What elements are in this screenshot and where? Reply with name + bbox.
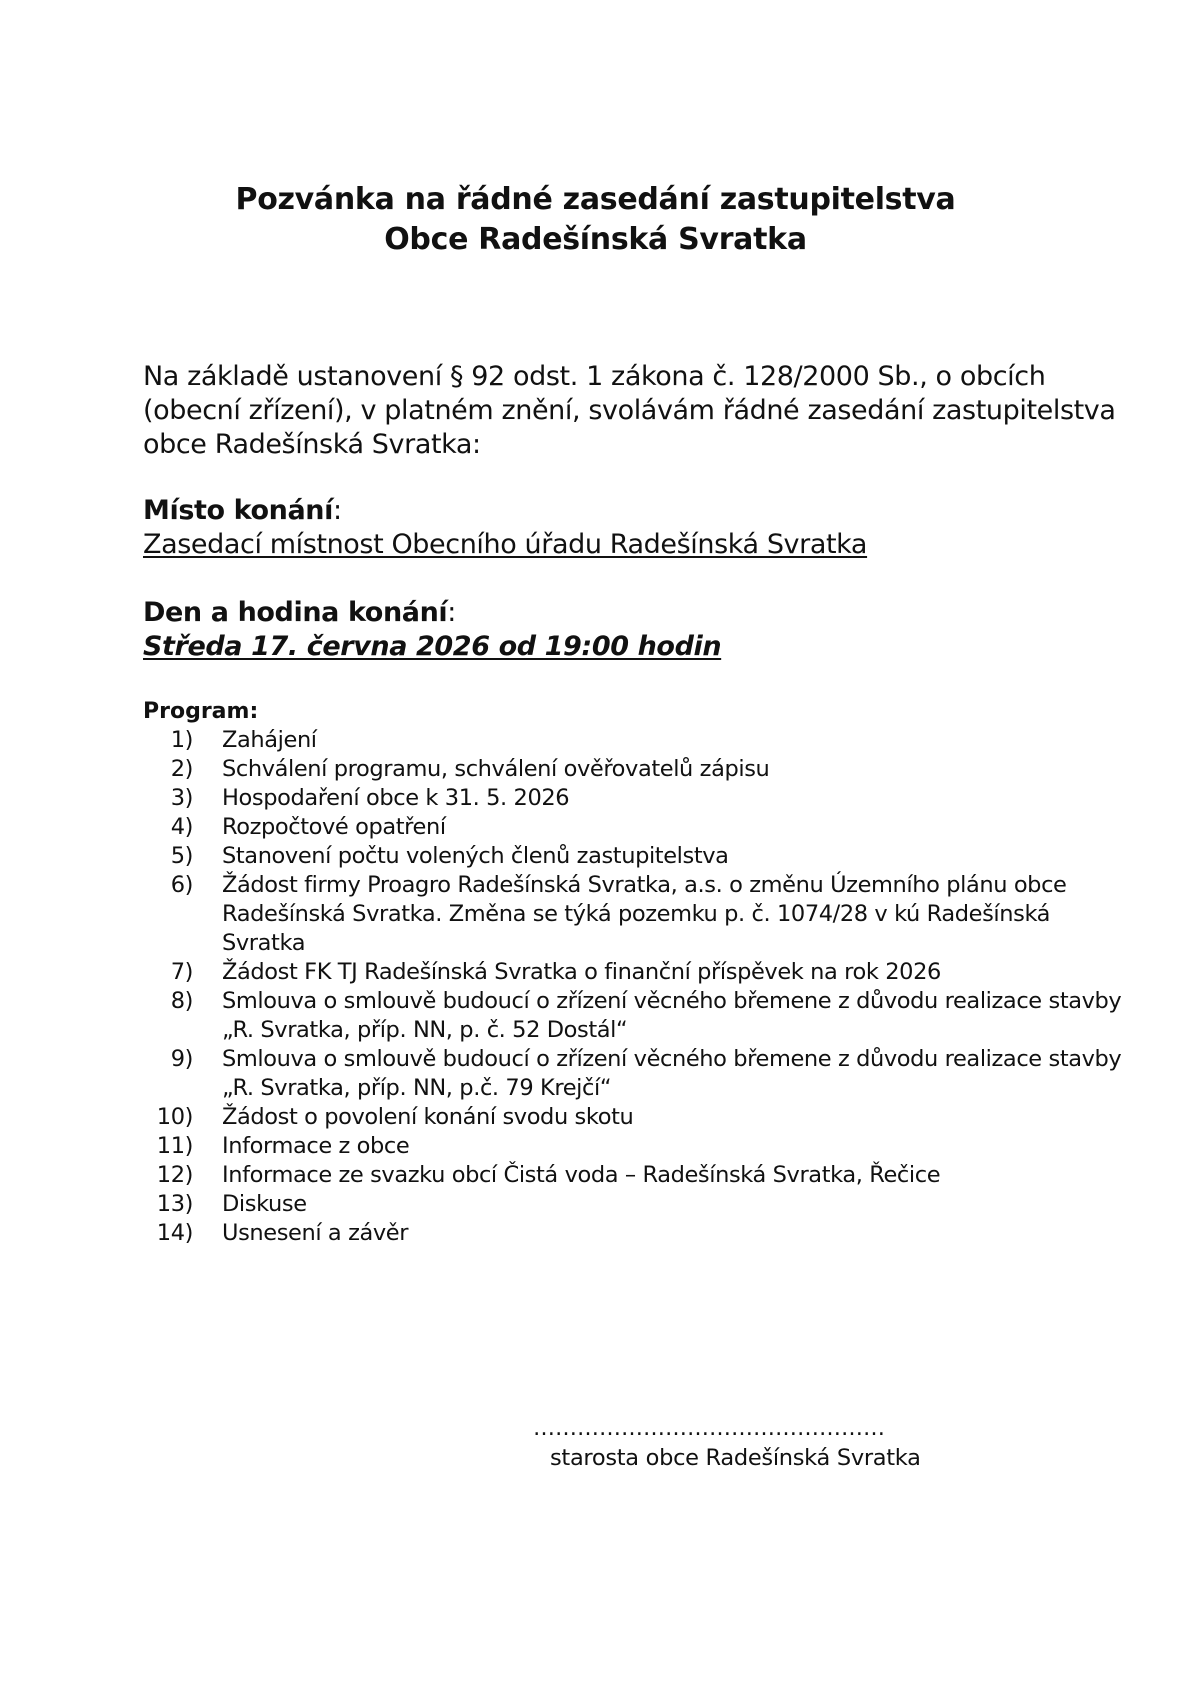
program-item-line: Žádost FK TJ Radešínská Svratka o finanční příspěvek na rok 2026 [222, 959, 941, 985]
time-label: Den a hodina konání [143, 597, 448, 628]
program-item-line: Smlouva o smlouvě budoucí o zřízení věcného břemene z důvodu realizace stavby [222, 1046, 1122, 1072]
place-label: Místo konání [143, 495, 333, 526]
intro-paragraph [143, 360, 1116, 462]
program-item-number: 10) [156, 1104, 193, 1130]
program-item-line: Schválení programu, schválení ověřovatelů zápisu [222, 756, 770, 782]
program-item-line: Stanovení počtu volených členů zastupitelstva [222, 843, 729, 869]
program-item [143, 842, 1153, 871]
program-item-line: Žádost o povolení konání svodu skotu [222, 1104, 634, 1130]
title-line-1: Pozvánka na řádné zasedání zastupitelstva [235, 182, 956, 217]
program-item-text [222, 987, 1153, 1045]
program-item-number: 6) [170, 872, 193, 898]
program-item-line: Hospodaření obce k 31. 5. 2026 [222, 785, 570, 811]
program-list [143, 726, 1153, 1248]
program-item-line: Rozpočtové opatření [222, 814, 446, 840]
program-item-text [222, 1161, 1153, 1190]
program-item [143, 1103, 1153, 1132]
program-item-text [222, 1103, 1153, 1132]
intro-line-1: Na základě ustanovení § 92 odst. 1 zákona č. 128/2000 Sb., o obcích [143, 361, 1046, 392]
intro-line-3: obce Radešínská Svratka: [143, 429, 481, 460]
program-item [143, 726, 1153, 755]
program-item-number: 1) [170, 727, 193, 753]
intro-line-2: (obecní zřízení), v platném znění, svolávám řádné zasedání zastupitelstva [143, 395, 1116, 426]
place-value: Zasedací místnost Obecního úřadu Radešínská Svratka [143, 529, 868, 560]
program-item-text [222, 755, 1153, 784]
program-item-number: 13) [156, 1191, 193, 1217]
program-item-text [222, 958, 1153, 987]
program-item-number: 12) [156, 1162, 193, 1188]
program-item-line: Radešínská Svratka. Změna se týká pozemku p. č. 1074/28 v kú Radešínská [222, 901, 1051, 927]
program-item-line: Informace z obce [222, 1133, 410, 1159]
program-item-number: 7) [170, 959, 193, 985]
program-item-text [222, 1219, 1153, 1248]
program-item-line: Diskuse [222, 1191, 307, 1217]
place-value-row [143, 528, 867, 562]
program-item-number: 5) [170, 843, 193, 869]
time-colon: : [447, 597, 456, 628]
program-item-line: „R. Svratka, příp. NN, p.č. 79 Krejčí“ [222, 1075, 612, 1101]
program-item [143, 784, 1153, 813]
program-item [143, 1132, 1153, 1161]
place-colon: : [332, 495, 342, 526]
program-item-text [222, 726, 1153, 755]
program-item-line: „R. Svratka, příp. NN, p. č. 52 Dostál“ [222, 1017, 628, 1043]
program-item-line: Svratka [222, 930, 306, 956]
time-label-row [143, 596, 456, 630]
program-item-text [222, 784, 1153, 813]
signature-label: starosta obce Radešínská Svratka [550, 1445, 921, 1471]
program-item [143, 1190, 1153, 1219]
program-item-number: 3) [170, 785, 193, 811]
program-heading: Program: [143, 699, 259, 724]
program-item-number: 14) [156, 1220, 193, 1246]
program-item-text [222, 1045, 1153, 1103]
program-item [143, 1161, 1153, 1190]
signature-line: ………………………………………… [533, 1416, 885, 1441]
program-item [143, 813, 1153, 842]
program-item-number: 4) [170, 814, 193, 840]
program-item-text [222, 1132, 1153, 1161]
program-item-line: Smlouva o smlouvě budoucí o zřízení věcného břemene z důvodu realizace stavby [222, 988, 1122, 1014]
program-item-line: Usnesení a závěr [222, 1220, 409, 1246]
program-item [143, 1219, 1153, 1248]
program-item [143, 1045, 1153, 1103]
program-item-number: 11) [156, 1133, 193, 1159]
program-item [143, 871, 1153, 958]
program-item [143, 755, 1153, 784]
program-item-text [222, 1190, 1153, 1219]
program-item [143, 987, 1153, 1045]
program-item-number: 2) [170, 756, 193, 782]
program-item-text [222, 871, 1153, 958]
time-value: Středa 17. června 2026 od 19:00 hodin [143, 631, 722, 662]
program-item-line: Žádost firmy Proagro Radešínská Svratka, a.s. o změnu Územního plánu obce [222, 872, 1067, 898]
place-label-row [143, 494, 342, 528]
program-item-text [222, 813, 1153, 842]
program-item [143, 958, 1153, 987]
program-item-number: 8) [170, 988, 193, 1014]
program-item-line: Zahájení [222, 727, 317, 753]
program-item-line: Informace ze svazku obcí Čistá voda – Radešínská Svratka, Řečice [222, 1162, 941, 1188]
title-line-2: Obce Radešínská Svratka [384, 222, 807, 257]
document-title [0, 180, 1191, 260]
program-item-text [222, 842, 1153, 871]
time-value-row [143, 630, 721, 664]
program-item-number: 9) [170, 1046, 193, 1072]
